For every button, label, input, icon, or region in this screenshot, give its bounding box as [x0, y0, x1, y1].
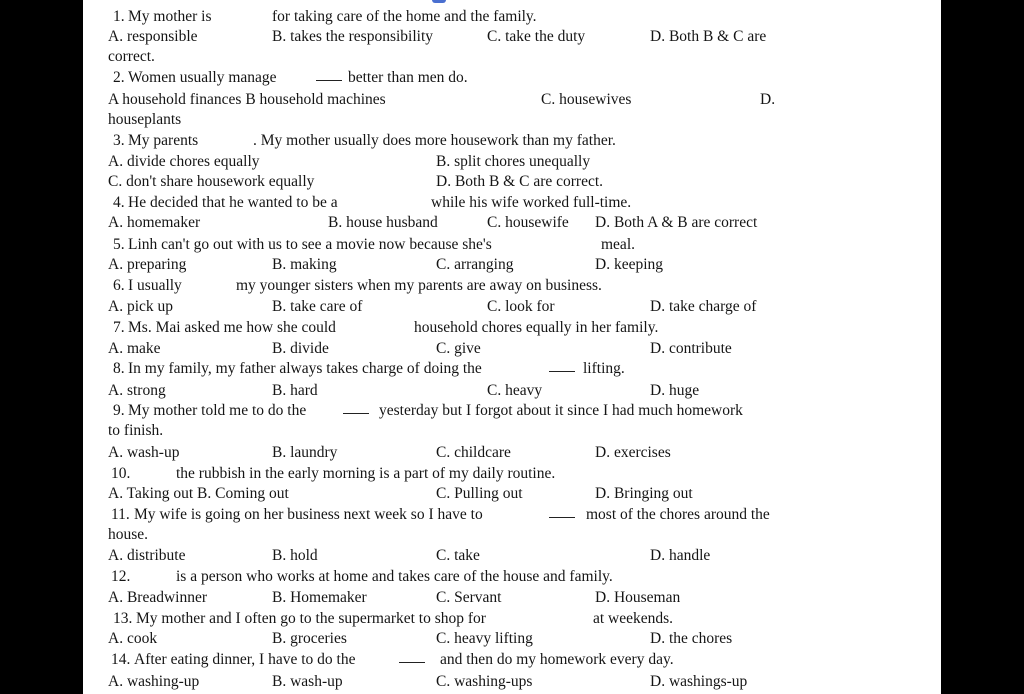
answer-blank: [549, 359, 575, 372]
option-a: A. washing-up: [108, 673, 200, 690]
question-8-stem: 8. In my family, my father always takes charge of doing the lifting.: [113, 360, 625, 377]
option-a: A. responsible: [108, 28, 198, 45]
option-a: A. pick up: [108, 298, 174, 315]
option-a: A. preparing: [108, 256, 187, 273]
question-text-after: for taking care of the home and the family.: [272, 8, 537, 25]
question-4-options: [83, 213, 941, 234]
option-b: B. hold: [272, 547, 318, 564]
question-2-wrap: houseplants: [108, 111, 182, 128]
option-d: D. exercises: [595, 444, 671, 461]
option-d: D. keeping: [595, 256, 664, 273]
question-9-options: [83, 443, 941, 464]
question-number: 1.: [113, 8, 125, 25]
option-a: A. homemaker: [108, 214, 201, 231]
option-b: B. split chores unequally: [436, 153, 591, 170]
question-3-options-row1: [83, 152, 941, 173]
option-b: B. making: [272, 256, 337, 273]
question-6-options: [83, 297, 941, 318]
option-d: D. Houseman: [595, 589, 681, 606]
question-10-options: [83, 484, 941, 505]
question-7-stem: 7. Ms. Mai asked me how she could household chores equally in her family.: [113, 319, 659, 336]
question-11-wrap: house.: [108, 526, 149, 543]
option-a: A. Taking out B. Coming out: [108, 485, 289, 502]
answer-blank: [549, 505, 575, 518]
option-b: B. Homemaker: [272, 589, 367, 606]
question-2-stem: 2. Women usually manage better than men do.: [113, 69, 468, 86]
option-a: A. wash-up: [108, 444, 180, 461]
question-4-stem: 4. He decided that he wanted to be a while his wife worked full-time.: [113, 194, 632, 211]
option-b: B. hard: [272, 382, 318, 399]
question-13-stem: 13. My mother and I often go to the supermarket to shop for at weekends.: [113, 610, 674, 627]
option-c: C. don't share housework equally: [108, 173, 315, 190]
option-d: D. Bringing out: [595, 485, 693, 502]
question-8-options: [83, 381, 941, 402]
question-2-options: [83, 90, 941, 111]
option-b: B. divide: [272, 340, 329, 357]
option-a: A. divide chores equally: [108, 153, 260, 170]
question-11-stem: 11. My wife is going on her business next week so I have to most of the chores around the: [111, 506, 770, 523]
option-a: A. strong: [108, 382, 166, 399]
option-d: D. washings-up: [650, 673, 748, 690]
option-a: A. distribute: [108, 547, 186, 564]
option-d: D. the chores: [650, 630, 733, 647]
option-b: B. laundry: [272, 444, 338, 461]
answer-blank: [343, 401, 369, 414]
question-12-stem: 12. is a person who works at home and takes care of the house and family.: [111, 568, 613, 585]
option-c: C. give: [436, 340, 481, 357]
question-10-stem: 10. the rubbish in the early morning is a part of my daily routine.: [111, 465, 556, 482]
option-d: D. handle: [650, 547, 711, 564]
option-b: B. takes the responsibility: [272, 28, 434, 45]
option-c: C. childcare: [436, 444, 511, 461]
option-a: A household finances B household machines: [108, 91, 386, 108]
option-d: D. Both B & C are correct.: [436, 173, 604, 190]
option-c: C. arranging: [436, 256, 514, 273]
question-text: My mother is: [128, 8, 212, 25]
option-d: D. huge: [650, 382, 700, 399]
question-11-options: [83, 546, 941, 567]
question-9-stem: 9. My mother told me to do the yesterday but I forgot about it since I had much homework: [113, 402, 743, 419]
option-d: D. contribute: [650, 340, 732, 357]
answer-blank: [399, 650, 425, 663]
question-3-stem: 3. My parents . My mother usually does more housework than my father.: [113, 132, 616, 149]
option-c: C. Pulling out: [436, 485, 523, 502]
scan-mark: [432, 0, 446, 3]
question-13-options: [83, 629, 941, 650]
question-14-stem: 14. After eating dinner, I have to do the and then do my homework every day.: [111, 651, 674, 668]
question-12-options: [83, 588, 941, 609]
option-c: C. heavy lifting: [436, 630, 533, 647]
option-c: C. take: [436, 547, 480, 564]
option-b: B. house husband: [328, 214, 438, 231]
question-14-options: [83, 672, 941, 693]
option-c: C. housewife: [487, 214, 569, 231]
option-d: D. take charge of: [650, 298, 757, 315]
option-c: C. Servant: [436, 589, 502, 606]
option-a: A. Breadwinner: [108, 589, 207, 606]
option-c: C. take the duty: [487, 28, 586, 45]
option-c: C. washing-ups: [436, 673, 533, 690]
answer-blank: [316, 68, 342, 81]
worksheet-page: [83, 0, 941, 694]
option-a: A. make: [108, 340, 161, 357]
option-b: B. take care of: [272, 298, 363, 315]
option-d: D. Both B & C are: [650, 28, 767, 45]
question-5-stem: 5. Linh can't go out with us to see a movie now because she's meal.: [113, 236, 635, 253]
question-7-options: [83, 339, 941, 360]
option-c: C. look for: [487, 298, 555, 315]
option-d: D.: [760, 91, 776, 108]
option-d: D. Both A & B are correct: [595, 214, 758, 231]
option-c: C. housewives: [541, 91, 632, 108]
question-3-options-row2: [83, 172, 941, 193]
option-b: B. groceries: [272, 630, 347, 647]
question-1-options: [83, 27, 941, 48]
question-1-stem: [83, 7, 941, 28]
question-6-stem: 6. I usually my younger sisters when my parents are away on business.: [113, 277, 602, 294]
question-9-wrap: to finish.: [108, 422, 164, 439]
option-b: B. wash-up: [272, 673, 343, 690]
question-1-wrap: correct.: [108, 48, 155, 65]
question-5-options: [83, 255, 941, 276]
option-c: C. heavy: [487, 382, 543, 399]
option-a: A. cook: [108, 630, 158, 647]
